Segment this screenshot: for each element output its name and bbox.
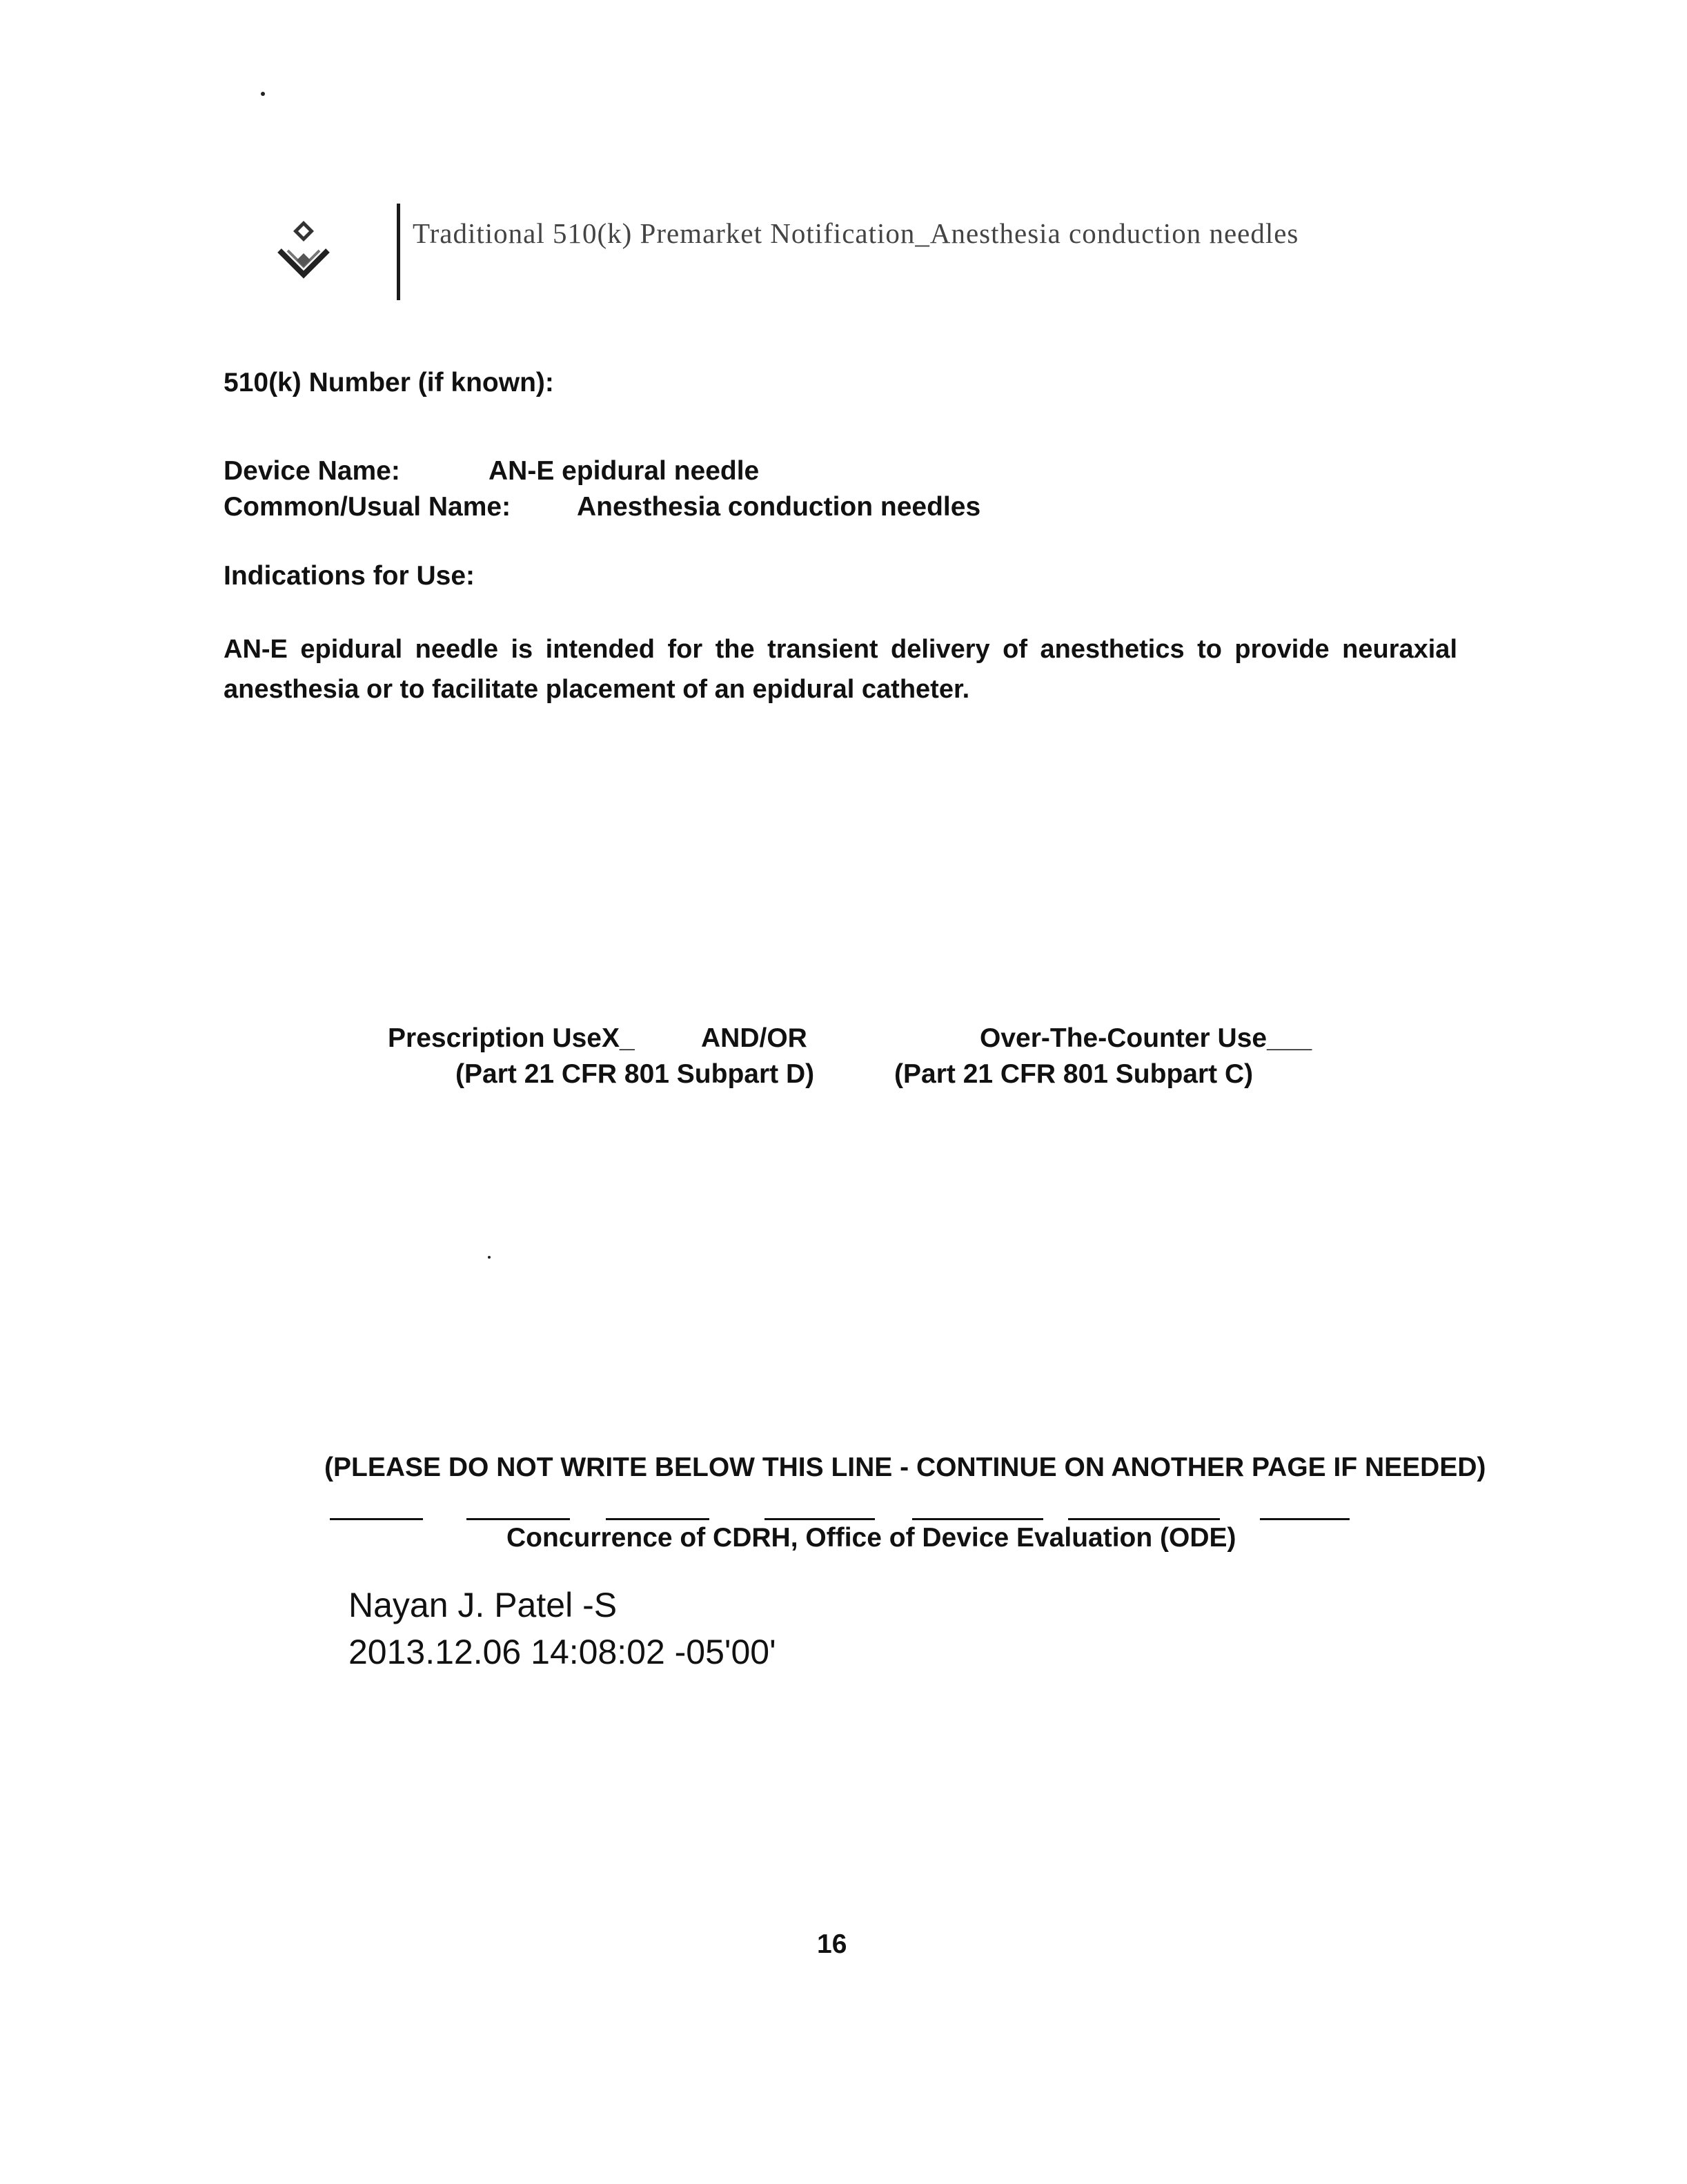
separator-segment — [764, 1518, 875, 1520]
otc-use: Over-The-Counter Use___ — [980, 1023, 1312, 1053]
common-name-value: Anesthesia conduction needles — [577, 492, 981, 522]
page-number: 16 — [817, 1929, 847, 1959]
concurrence-label: Concurrence of CDRH, Office of Device Evaluation (ODE) — [506, 1523, 1236, 1553]
otc-cfr: (Part 21 CFR 801 Subpart C) — [894, 1059, 1254, 1089]
common-name-label: Common/Usual Name: — [224, 492, 511, 522]
signer-name: Nayan J. Patel -S — [348, 1586, 618, 1624]
separator-segment — [1260, 1518, 1350, 1520]
separator-segment — [912, 1518, 1043, 1520]
device-name-value: AN-E epidural needle — [489, 456, 760, 486]
separator-segment — [330, 1518, 423, 1520]
prescription-use: Prescription UseX_ — [388, 1023, 635, 1053]
indications-text: AN-E epidural needle is intended for the transient delivery of anesthetics to provide neuraxial anesthesia or to facilitate placement of an epidural catheter. — [224, 635, 1457, 704]
separator-segment — [606, 1518, 709, 1520]
device-name-label: Device Name: — [224, 456, 400, 486]
k-number-label: 510(k) Number (if known): — [224, 368, 554, 397]
do-not-write-warning: (PLEASE DO NOT WRITE BELOW THIS LINE - CONTINUE ON ANOTHER PAGE IF NEEDED) — [324, 1453, 1486, 1482]
diamond-logo-icon — [273, 217, 335, 293]
indications-label: Indications for Use: — [224, 561, 475, 591]
header-title: Traditional 510(k) Premarket Notification_Anesthesia conduction needles — [413, 217, 1299, 249]
separator-segment — [466, 1518, 570, 1520]
separator-segment — [1068, 1518, 1220, 1520]
scan-speck — [261, 92, 265, 96]
signature-date: 2013.12.06 14:08:02 -05'00' — [348, 1633, 776, 1671]
and-or-label: AND/OR — [701, 1023, 807, 1053]
scan-speck — [488, 1256, 491, 1259]
header-divider — [397, 204, 400, 300]
prescription-cfr: (Part 21 CFR 801 Subpart D) — [455, 1059, 815, 1089]
